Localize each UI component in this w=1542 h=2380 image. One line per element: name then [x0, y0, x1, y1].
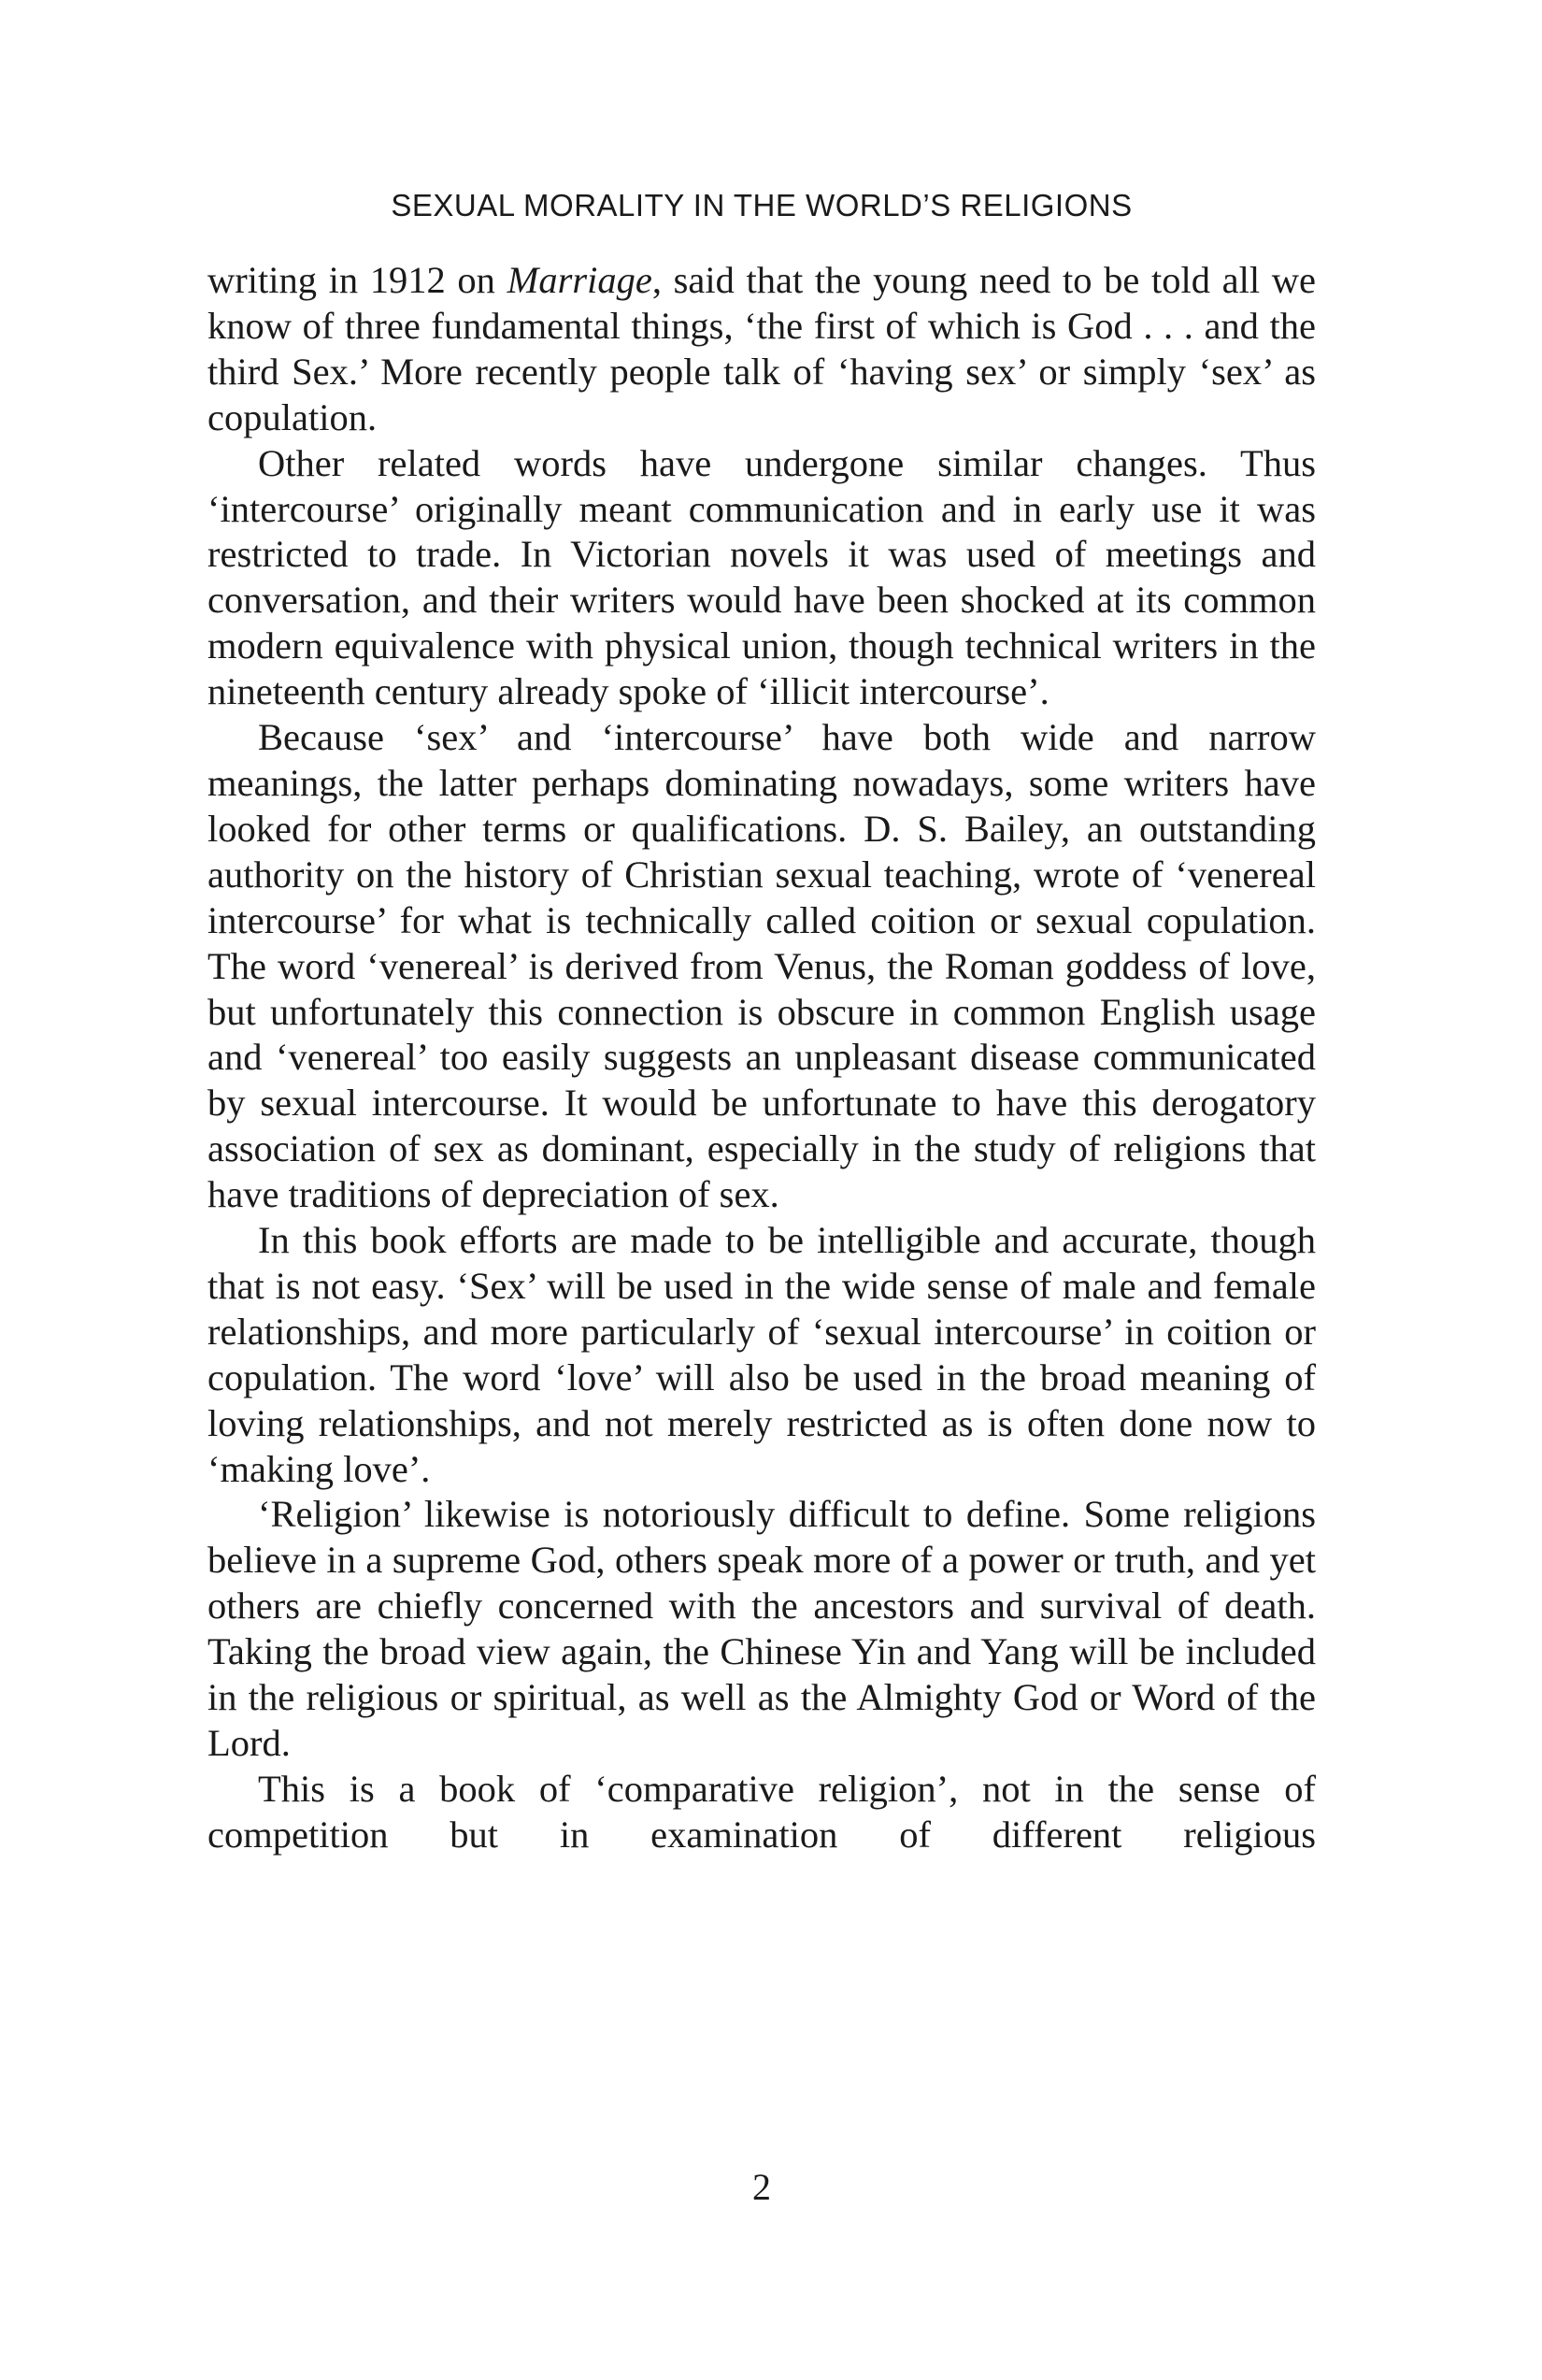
paragraph-1: [207, 258, 1316, 441]
book-title-marriage: Marriage: [507, 259, 652, 301]
paragraph-1-start: writing in 1912 on: [207, 259, 507, 301]
paragraph-3: Because ‘sex’ and ‘intercourse’ have both wide and narrow meanings, the latter perhaps dominating nowadays, some writers have looked for other terms or qualifications. D. S. Bailey, an outstanding authority on the history of Christian sexual teaching, wrote of ‘venereal intercourse’ for what is technically called coition or sexual copulation. The word ‘venereal’ is derived from Venus, the Roman goddess of love, but unfortunately this connection is obscure in common English usage and ‘venereal’ too easily suggests an unpleasant disease communicated by sexual intercourse. It would be unfortunate to have this derogatory association of sex as dominant, especially in the study of religions that have traditions of depreciation of sex.: [207, 716, 1316, 1216]
paragraph-6: This is a book of ‘comparative religion’, not in the sense of competition but in examination of different religious: [207, 1767, 1316, 1856]
paragraph-5: ‘Religion’ likewise is notoriously difficult to define. Some religions believe in a supreme God, others speak more of a power or truth, and yet others are chiefly concerned with the ancestors and survival of death. Taking the broad view again, the Chinese Yin and Yang will be included in the religious or spiritual, as well as the Almighty God or Word of the Lord.: [207, 1493, 1316, 1764]
paragraph-4: In this book efforts are made to be intelligible and accurate, though that is not easy. ‘Sex’ will be used in the wide sense of male and female relationships, and more particularly of ‘sexual intercourse’ in coition or copulation. The word ‘love’ will also be used in the broad meaning of loving relationships, and not merely restricted as is often done now to ‘making love’.: [207, 1219, 1316, 1490]
body-text: [207, 258, 1316, 1858]
paragraph-2: Other related words have undergone similar changes. Thus ‘intercourse’ originally meant communication and in early use it was restricted to trade. In Victorian novels it was used of meetings and conversation, and their writers would have been shocked at its common modern equivalence with physical union, though technical writers in the nineteenth century already spoke of ‘illicit intercourse’.: [207, 441, 1316, 713]
paragraph-1-end: , said that the young need to be told all we know of three fundamental things, ‘the first of which is God . . . and the third Sex.’ More recently people talk of ‘having sex’ or simply ‘sex’ as copulation.: [207, 259, 1316, 438]
running-head: SEXUAL MORALITY IN THE WORLD’S RELIGIONS: [391, 188, 1133, 222]
page-number: 2: [752, 2166, 771, 2208]
